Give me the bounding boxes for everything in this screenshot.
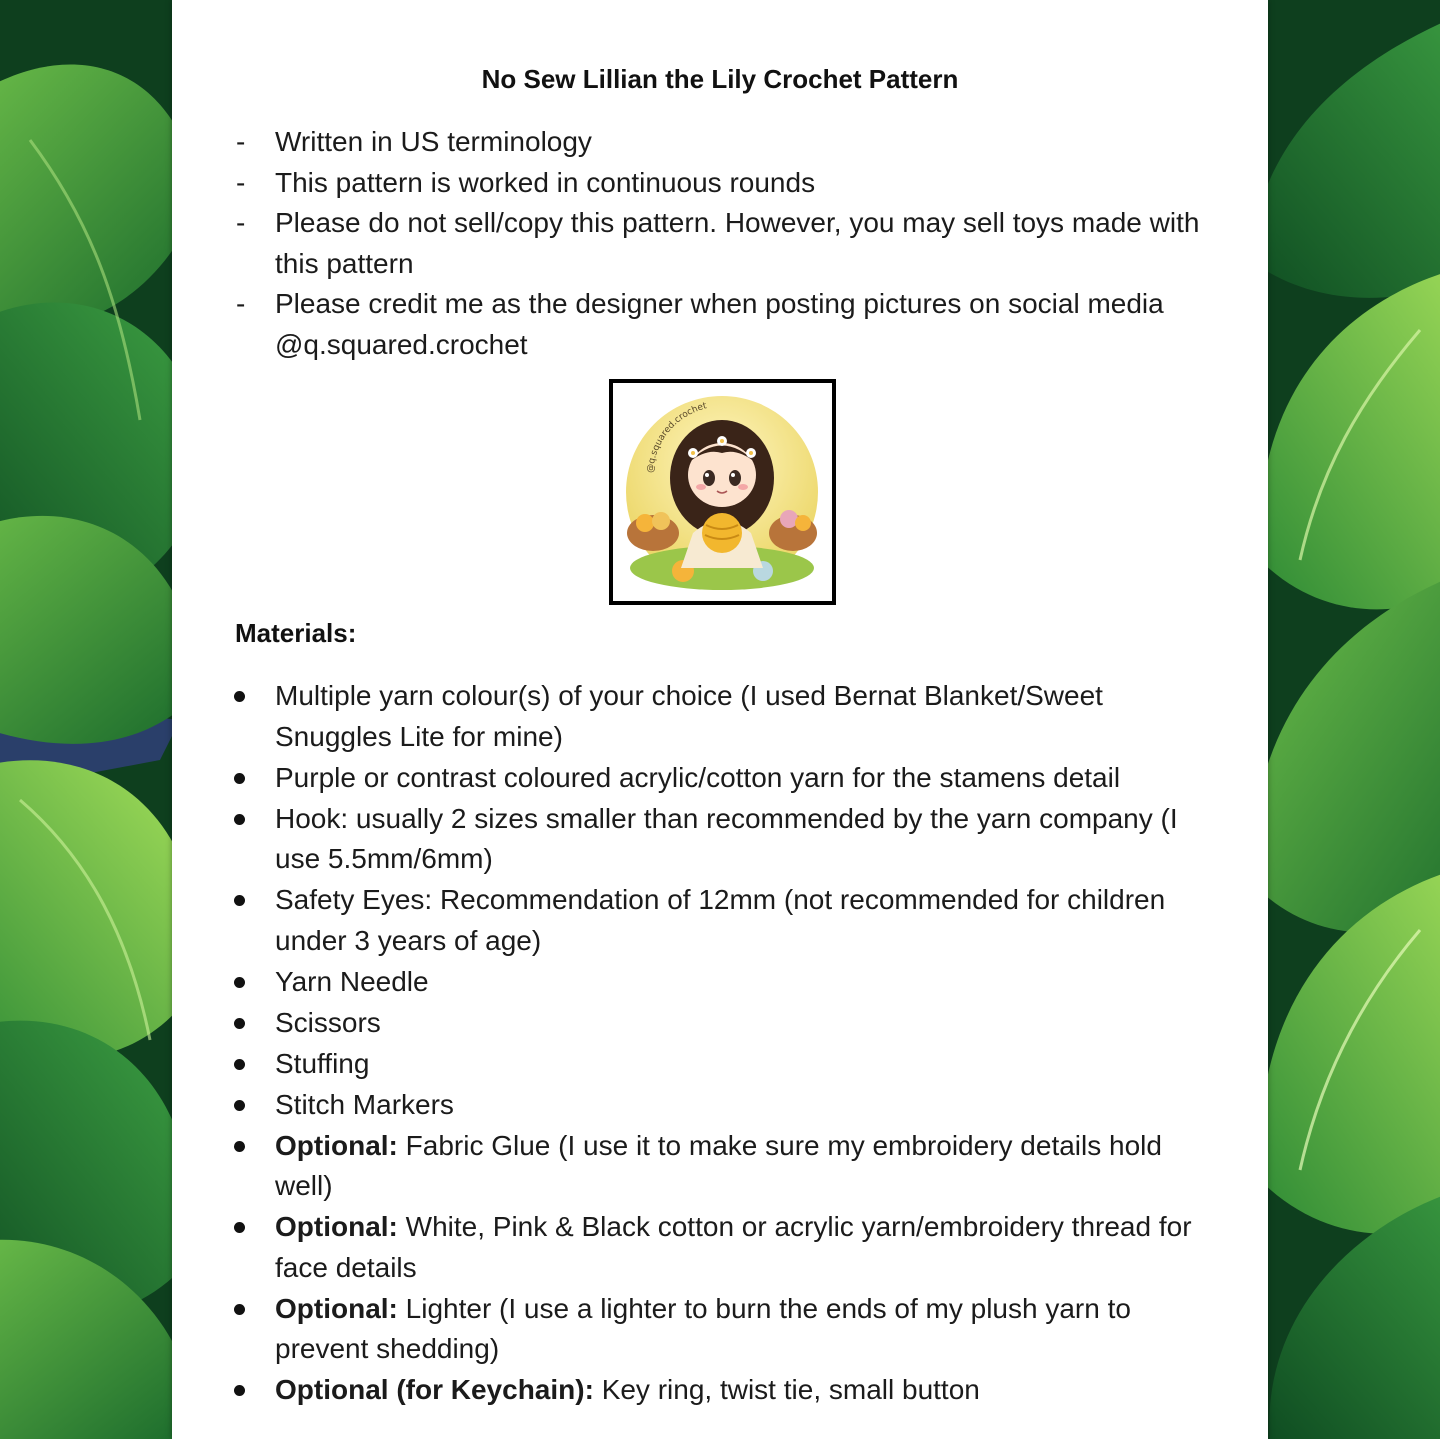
item-text: Hook: usually 2 sizes smaller than recommended by the yarn company (I use 5.5mm/6mm) bbox=[275, 802, 1178, 874]
item-text: Lighter (I use a lighter to burn the ends of my plush yarn to prevent shedding) bbox=[275, 1292, 1131, 1364]
list-item bbox=[232, 1289, 1222, 1370]
logo-watermark: @q.squared.crochet bbox=[645, 401, 708, 474]
designer-logo bbox=[609, 379, 836, 605]
list-item bbox=[232, 1044, 1222, 1085]
item-text: Scissors bbox=[275, 1006, 381, 1038]
list-item bbox=[232, 758, 1222, 799]
item-text: Stitch Markers bbox=[275, 1088, 454, 1120]
note-text: This pattern is worked in continuous rounds bbox=[275, 166, 816, 198]
pattern-page bbox=[172, 0, 1268, 1439]
item-text: Purple or contrast coloured acrylic/cotton yarn for the stamens detail bbox=[275, 761, 1121, 793]
item-text: Yarn Needle bbox=[275, 965, 429, 997]
item-label: Optional: bbox=[275, 1292, 398, 1324]
item-text: Multiple yarn colour(s) of your choice (I used Bernat Blanket/Sweet Snuggles Lite for mine) bbox=[275, 680, 1103, 752]
list-item: - Written in US terminology bbox=[236, 126, 592, 157]
notes-list bbox=[232, 122, 1222, 365]
item-text: White, Pink & Black cotton or acrylic yarn/embroidery thread for face details bbox=[275, 1211, 1192, 1283]
note-text: Please do not sell/copy this pattern. However, you may sell toys made with this pattern bbox=[275, 207, 1200, 279]
list-item bbox=[232, 1085, 1222, 1126]
item-label: Optional (for Keychain): bbox=[275, 1374, 594, 1405]
list-item bbox=[232, 1207, 1222, 1288]
list-item bbox=[232, 1003, 1222, 1044]
list-item bbox=[232, 1370, 1222, 1411]
item-text: Safety Eyes: Recommendation of 12mm (not recommended for children under 3 years of age) bbox=[275, 884, 1166, 956]
page-title: No Sew Lillian the Lily Crochet Pattern bbox=[481, 64, 959, 94]
item-label: Optional: bbox=[275, 1211, 398, 1242]
note-text: Written in US terminology bbox=[275, 126, 592, 157]
list-item bbox=[232, 799, 1222, 880]
materials-heading: Materials: bbox=[235, 618, 357, 648]
list-item: - Please credit me as the designer when posting pictures on social media @q.squared.crochet bbox=[236, 288, 1164, 360]
list-item: - Please do not sell/copy this pattern. However, you may sell toys made with this pattern bbox=[236, 207, 1200, 279]
item-text: Stuffing bbox=[275, 1047, 370, 1079]
chibi-girl-with-yarn-logo bbox=[613, 383, 832, 601]
item-label: Optional: bbox=[275, 1129, 398, 1161]
item-text: Key ring, twist tie, small button bbox=[601, 1374, 980, 1405]
list-item bbox=[232, 880, 1222, 961]
list-item bbox=[232, 962, 1222, 1003]
materials-list bbox=[232, 676, 1222, 1411]
note-text: Please credit me as the designer when posting pictures on social media @q.squared.crochet bbox=[275, 288, 1164, 360]
list-item bbox=[232, 1126, 1222, 1207]
list-item bbox=[232, 676, 1222, 757]
item-text: Fabric Glue (I use it to make sure my embroidery details hold well) bbox=[275, 1129, 1162, 1201]
list-item: - This pattern is worked in continuous rounds bbox=[236, 166, 816, 198]
